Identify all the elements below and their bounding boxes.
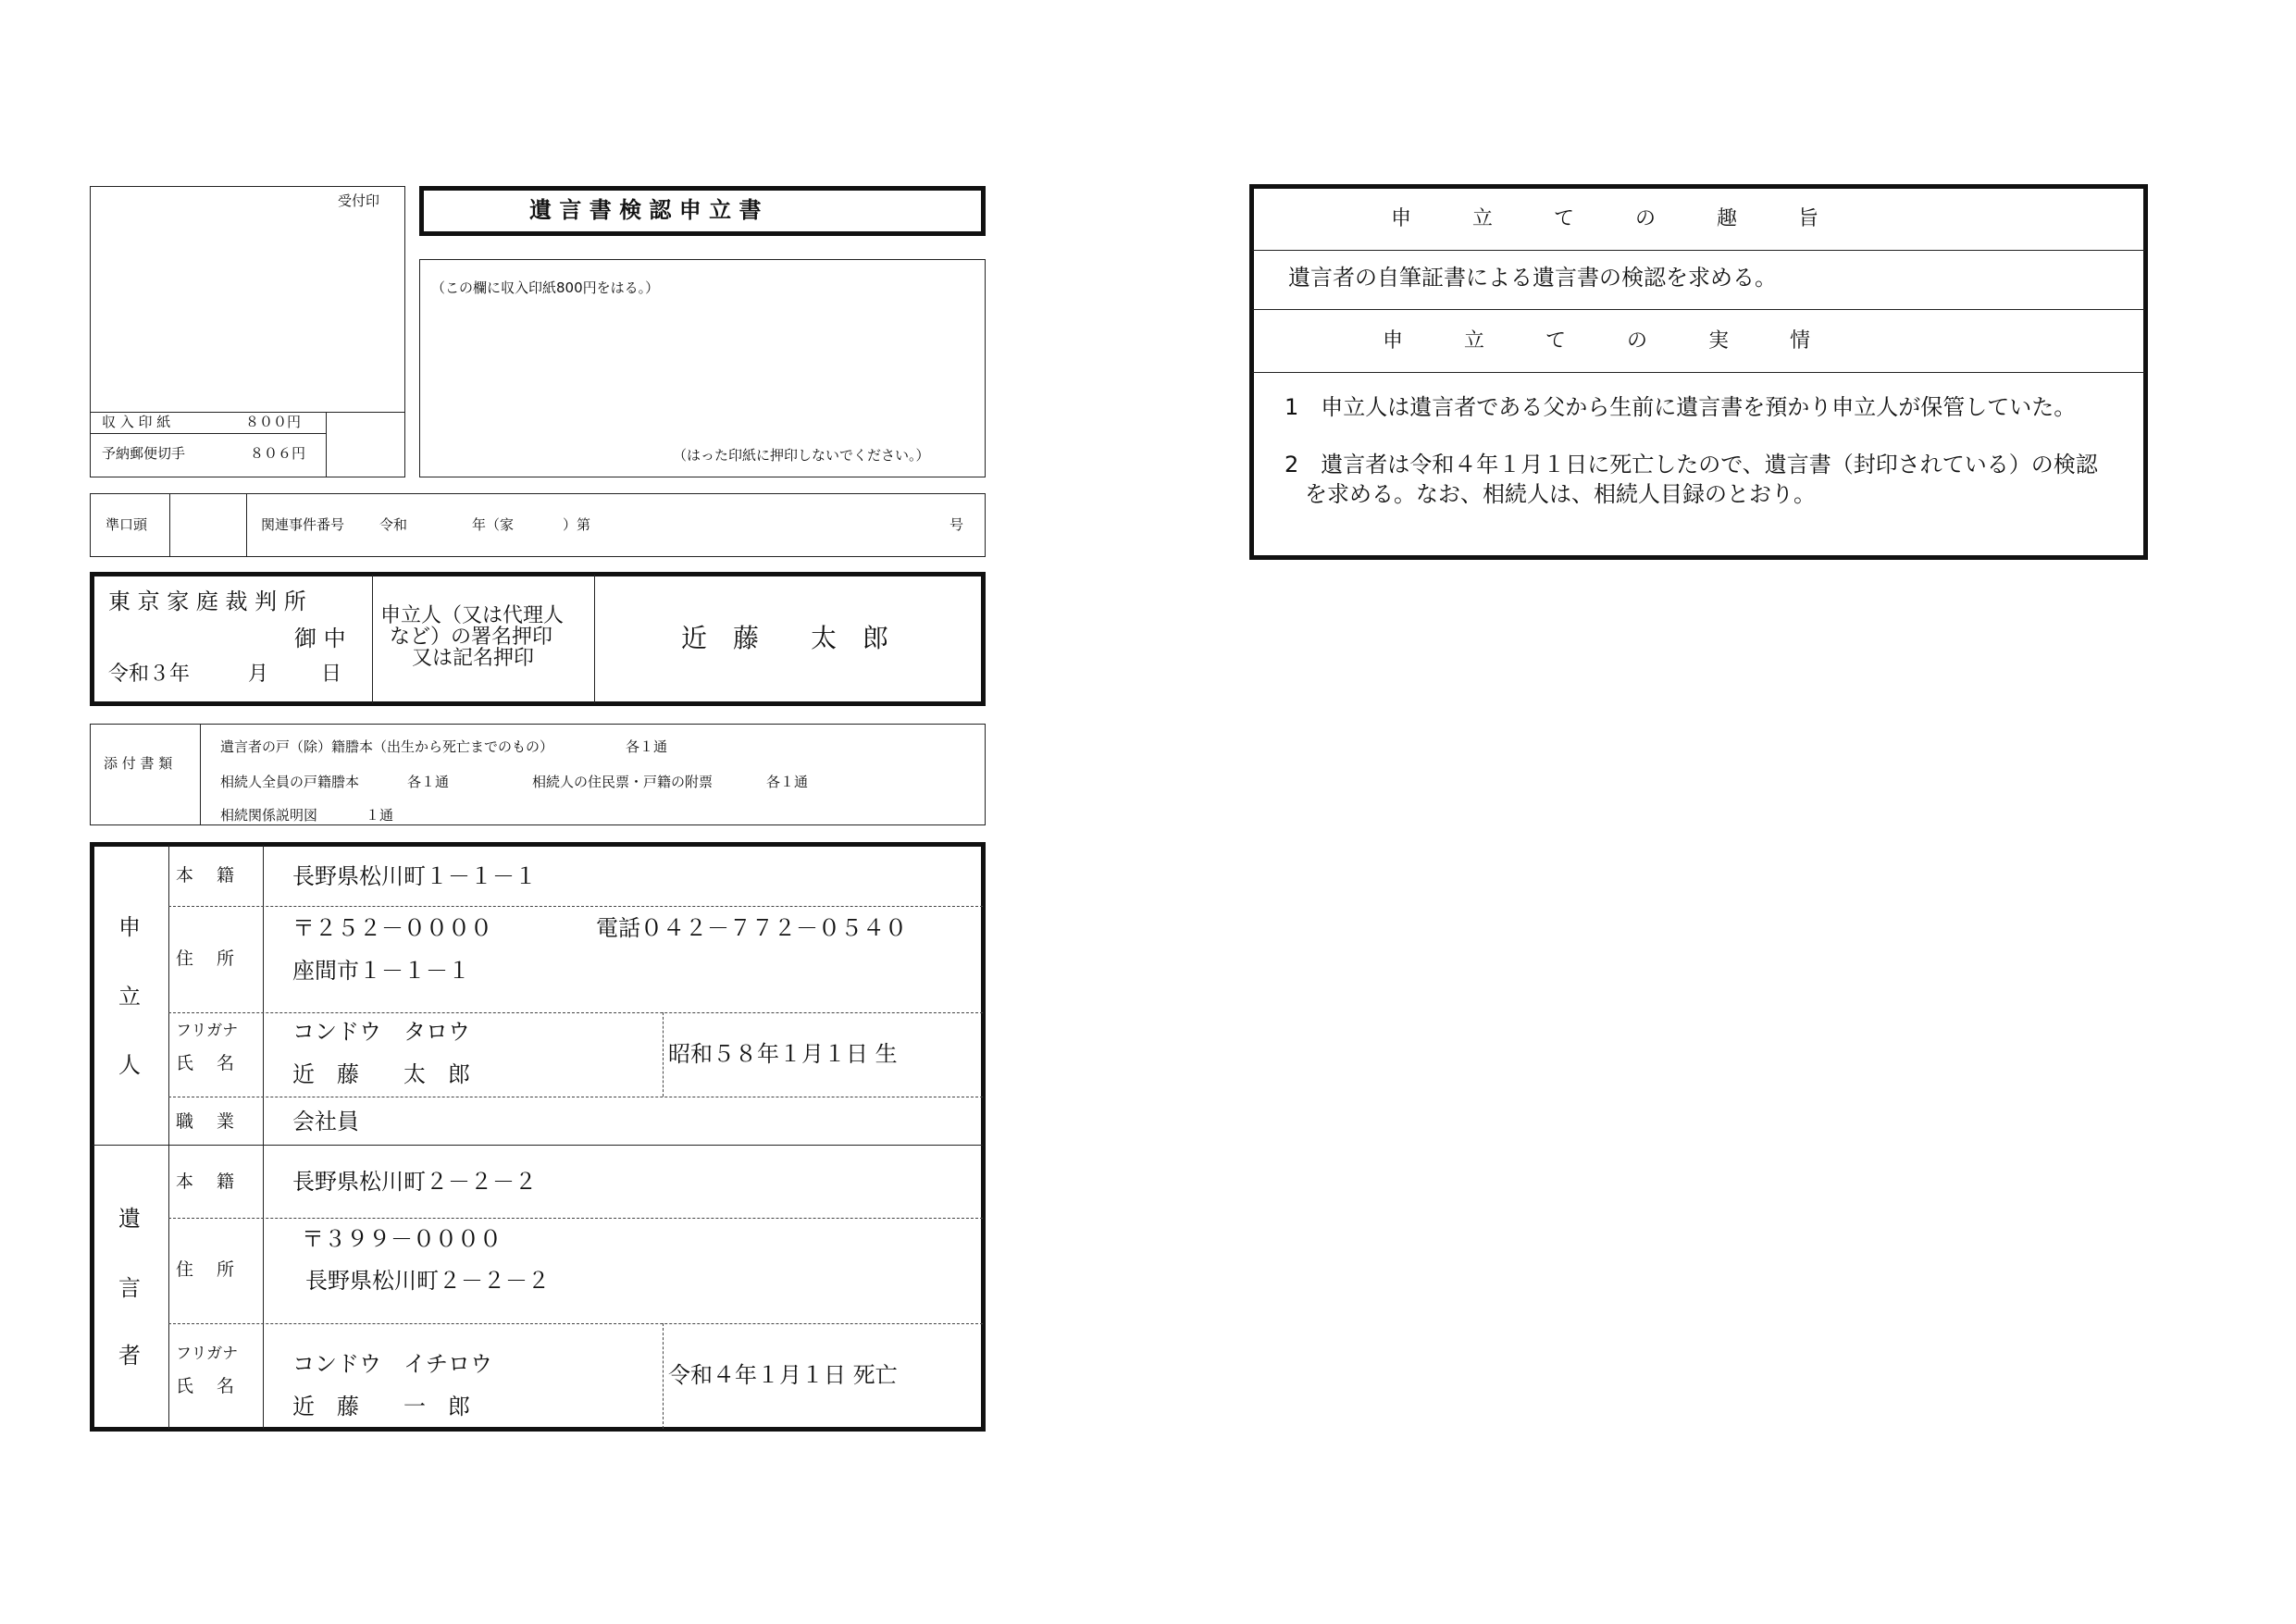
testator-name-label: 氏 名	[176, 1376, 235, 1396]
section-divider	[93, 1145, 983, 1146]
circumstances-header-line	[1252, 372, 2145, 373]
circumstances-item-1: 1 申立人は遺言者である父から生前に遺言書を預かり申立人が保管していた。	[1285, 394, 2077, 420]
stamp-area-note: （はった印紙に押印しないでください。）	[673, 447, 930, 464]
stamp-fee-vertical	[326, 412, 327, 477]
applicant-name: 近 藤 太 郎	[292, 1061, 470, 1087]
related-case-label: 関連事件番号	[261, 516, 345, 533]
parties-col-divider-1	[168, 845, 169, 1429]
case-number-row	[90, 493, 986, 557]
stamp-area-instruction: （この欄に収入印紙800円をはる。）	[431, 279, 660, 296]
related-case-number: ）第	[563, 516, 591, 533]
case-row-divider-1	[169, 493, 170, 557]
circumstances-item-2-line-2: を求める。なお、相続人は、相続人目録のとおり。	[1305, 481, 1816, 507]
applicant-label-2: 立	[118, 984, 141, 1010]
related-case-year: 年（家	[472, 516, 515, 533]
attachments-label: 添 付 書 類	[104, 755, 173, 772]
testator-furigana: コンドウ イチロウ	[292, 1351, 492, 1377]
applicant-phone: 電話０４２－７７２－０５４０	[596, 915, 907, 941]
attachment-1-count: 各１通	[626, 738, 668, 755]
purpose-header-line	[1252, 250, 2145, 251]
applicant-label-1: 申	[118, 914, 141, 940]
court-block-divider-2	[594, 575, 595, 703]
applicant-occupation: 会社員	[292, 1109, 359, 1134]
court-name: 東 京 家 庭 裁 判 所	[108, 589, 306, 614]
purpose-text-line	[1252, 309, 2145, 310]
applicant-furigana: コンドウ タロウ	[292, 1019, 470, 1045]
testator-domicile-label: 本 籍	[176, 1172, 235, 1192]
purpose-header: 申 立 て の 趣 旨	[1391, 207, 1819, 230]
testator-row-line-1	[168, 1218, 983, 1219]
testator-domicile: 長野県松川町２－２－２	[292, 1169, 537, 1195]
testator-address: 長野県松川町２－２－２	[305, 1268, 550, 1294]
testator-death-divider	[663, 1323, 664, 1429]
attachments-divider	[200, 724, 201, 825]
attachment-2b-count: 各１通	[766, 774, 809, 790]
case-row-divider-2	[246, 493, 247, 557]
applicant-furigana-label: フリガナ	[176, 1022, 239, 1040]
postage-amount: ８０６円	[250, 445, 306, 462]
signature-label-2: など）の署名押印	[390, 626, 553, 649]
applicant-domicile-label: 本 籍	[176, 865, 235, 886]
circumstances-header: 申 立 て の 実 情	[1383, 329, 1811, 353]
testator-row-line-2	[168, 1323, 983, 1324]
applicant-birth-divider	[663, 1012, 664, 1097]
testator-furigana-label: フリガナ	[176, 1345, 239, 1363]
postage-label: 予納郵便切手	[102, 445, 186, 462]
revenue-stamp-label: 収 入 印 紙	[102, 414, 171, 430]
signature-label-3: 又は記名押印	[412, 647, 535, 670]
applicant-address: 座間市１－１－１	[292, 958, 470, 984]
attachment-1: 遺言者の戸（除）籍謄本（出生から死亡までのもの）	[220, 738, 554, 755]
testator-label-3: 者	[118, 1343, 141, 1369]
revenue-stamp-amount: ８００円	[245, 414, 302, 430]
parties-col-divider-2	[263, 845, 264, 1429]
attachment-2a: 相続人全員の戸籍謄本	[220, 774, 360, 790]
testator-postal: 〒３９９－００００	[302, 1226, 502, 1252]
applicant-label-3: 人	[118, 1052, 141, 1078]
stamp-fee-divider-2	[90, 433, 326, 434]
circumstances-item-2-line-1: 2 遺言者は令和４年１月１日に死亡したので、遺言書（封印されている）の検認	[1285, 452, 2098, 477]
applicant-birth-date: 昭和５８年１月１日 生	[668, 1041, 898, 1067]
applicant-row-line-2	[168, 1012, 983, 1013]
applicant-address-label: 住 所	[176, 948, 235, 969]
signature-label-1: 申立人（又は代理人	[380, 604, 565, 627]
attachment-3: 相続関係説明図	[220, 807, 318, 824]
application-date: 令和３年	[108, 663, 191, 686]
applicant-postal: 〒２５２－００００	[292, 915, 492, 941]
applicant-domicile: 長野県松川町１－１－１	[292, 863, 537, 889]
testator-address-label: 住 所	[176, 1259, 235, 1280]
court-block-divider-1	[372, 575, 373, 703]
testator-label-1: 遺	[118, 1206, 141, 1232]
receipt-stamp-label: 受付印	[338, 192, 380, 209]
signature-name: 近 藤 太 郎	[681, 623, 889, 653]
related-case-era: 令和	[379, 516, 408, 533]
testator-label-2: 言	[118, 1275, 141, 1301]
court-honorific: 御 中	[294, 626, 346, 651]
testator-name: 近 藤 一 郎	[292, 1394, 470, 1419]
stamp-fee-divider	[90, 412, 405, 413]
testator-death-date: 令和４年１月１日 死亡	[668, 1362, 898, 1388]
attachment-2a-count: 各１通	[407, 774, 450, 790]
oral-application-label: 準口頭	[105, 516, 148, 533]
attachment-2b: 相続人の住民票・戸籍の附票	[532, 774, 714, 790]
purpose-text: 遺言者の自筆証書による遺言書の検認を求める。	[1288, 265, 1777, 291]
application-day: 日	[321, 663, 342, 686]
attachment-3-count: １通	[366, 807, 394, 824]
form-title: 遺 言 書 検 認 申 立 書	[529, 197, 762, 223]
applicant-row-line-1	[168, 906, 983, 907]
applicant-name-label: 氏 名	[176, 1053, 235, 1073]
related-case-suffix: 号	[949, 516, 964, 533]
application-month: 月	[248, 663, 269, 686]
applicant-occupation-label: 職 業	[176, 1111, 235, 1132]
